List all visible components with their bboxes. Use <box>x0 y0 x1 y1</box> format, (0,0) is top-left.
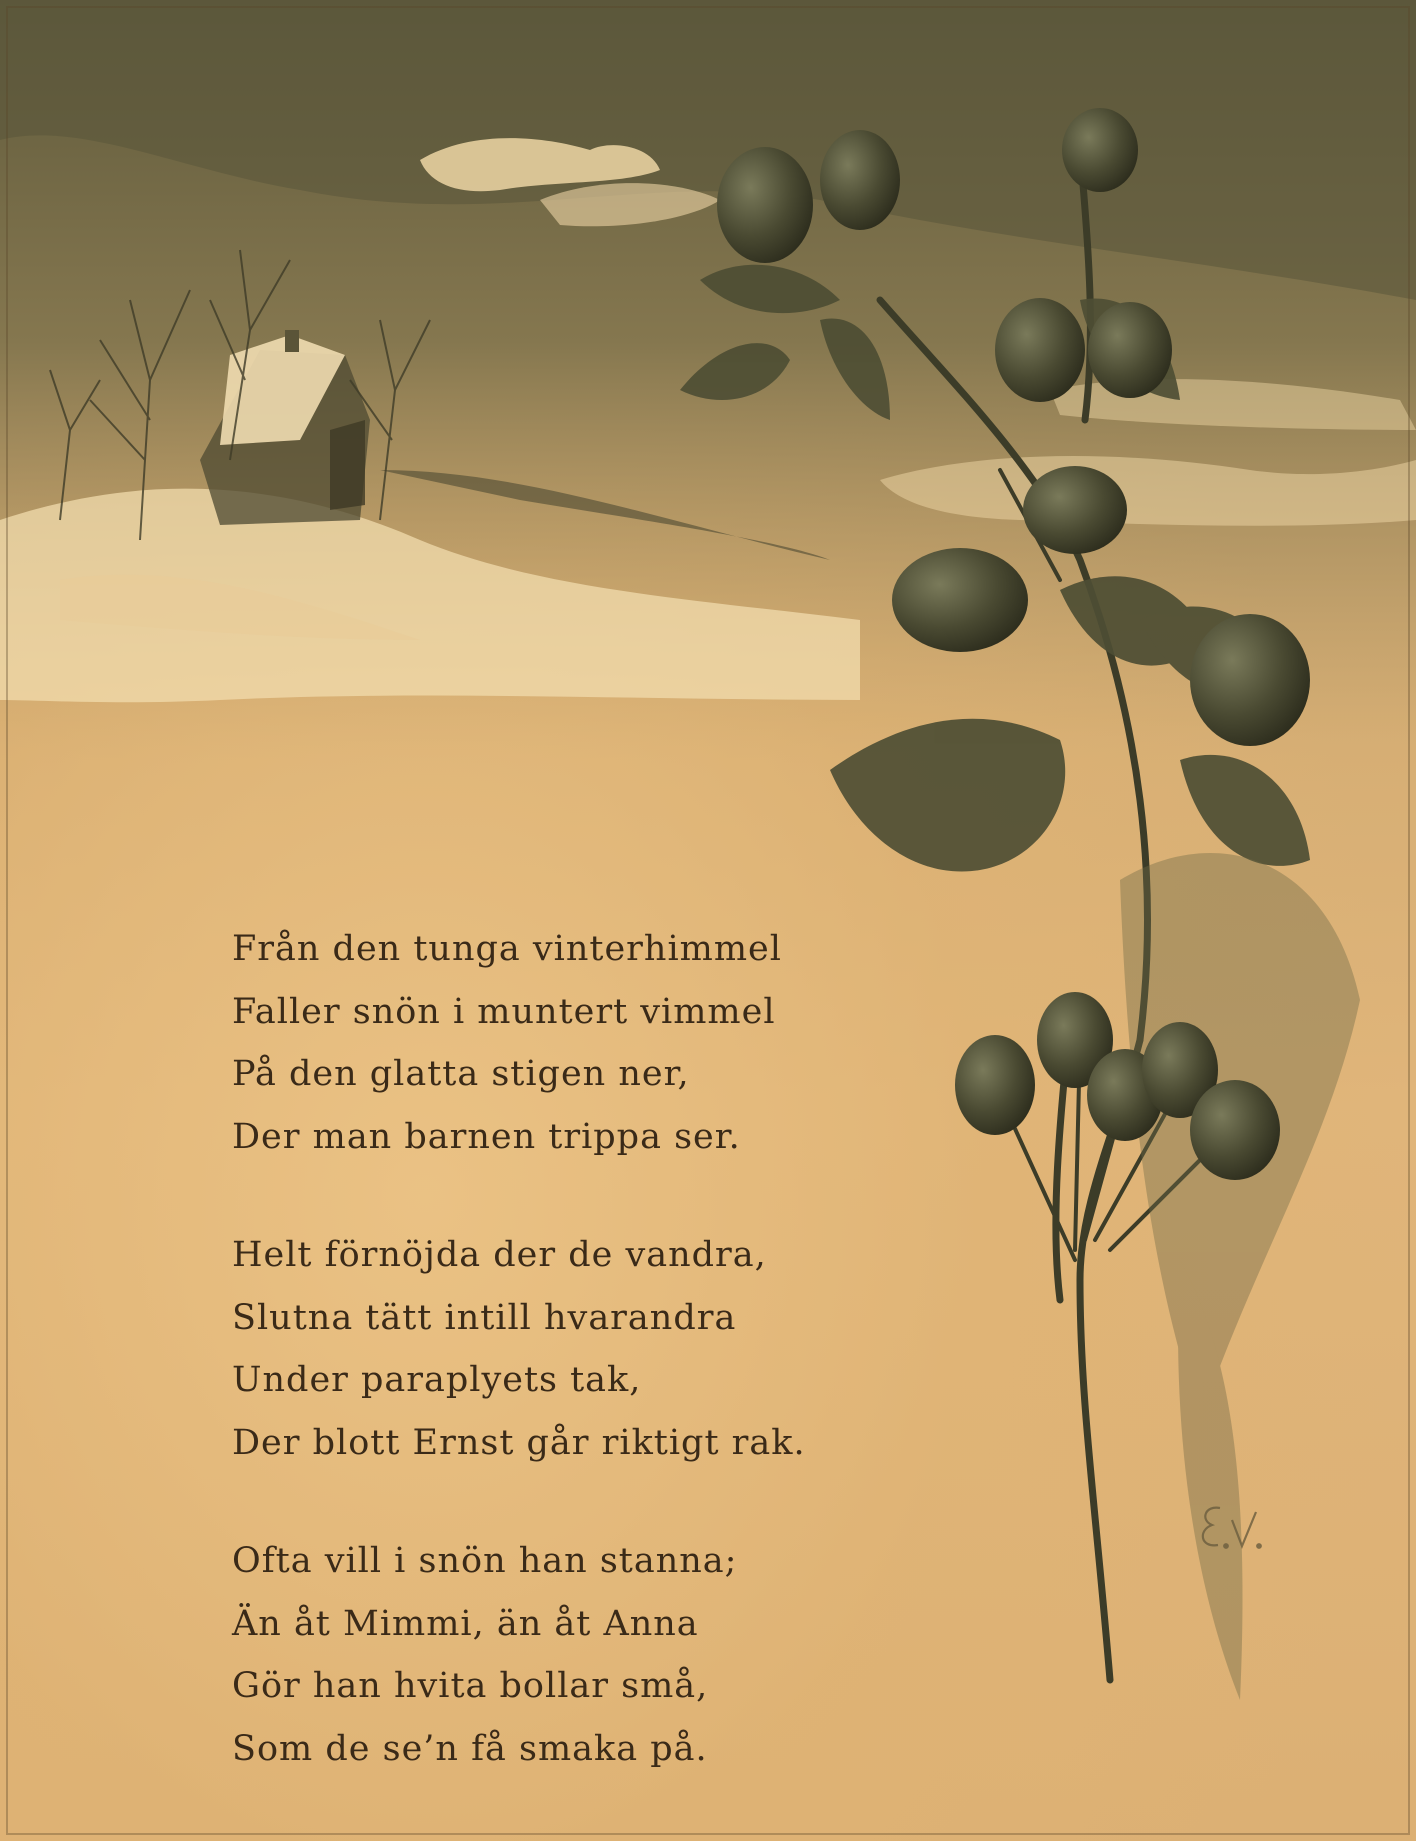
verse-line: Der blott Ernst går riktigt rak. <box>232 1422 806 1463</box>
verse-line: På den glatta stigen ner, <box>232 1054 690 1094</box>
verse-line: Från den tunga vinterhimmel <box>232 929 782 969</box>
stanza-2 <box>232 1224 932 1474</box>
stanza-3 <box>232 1530 932 1780</box>
verse-line: Gör han hvita bollar små, <box>232 1666 709 1706</box>
verse-line: Der man barnen trippa ser. <box>232 1116 741 1157</box>
verse-line: Helt förnöjda der de vandra, <box>232 1235 767 1275</box>
stanza-1 <box>232 918 932 1168</box>
verse-line: Som de se’n få smaka på. <box>232 1728 708 1769</box>
verse-line: Ofta vill i snön han stanna; <box>232 1541 738 1581</box>
verse-line: Än åt Mimmi, än åt Anna <box>232 1603 699 1644</box>
poem <box>232 918 932 1780</box>
verse-line: Under paraplyets tak, <box>232 1360 642 1400</box>
verse-line: Faller snön i muntert vimmel <box>232 991 776 1032</box>
verse-line: Slutna tätt intill hvarandra <box>232 1297 737 1338</box>
